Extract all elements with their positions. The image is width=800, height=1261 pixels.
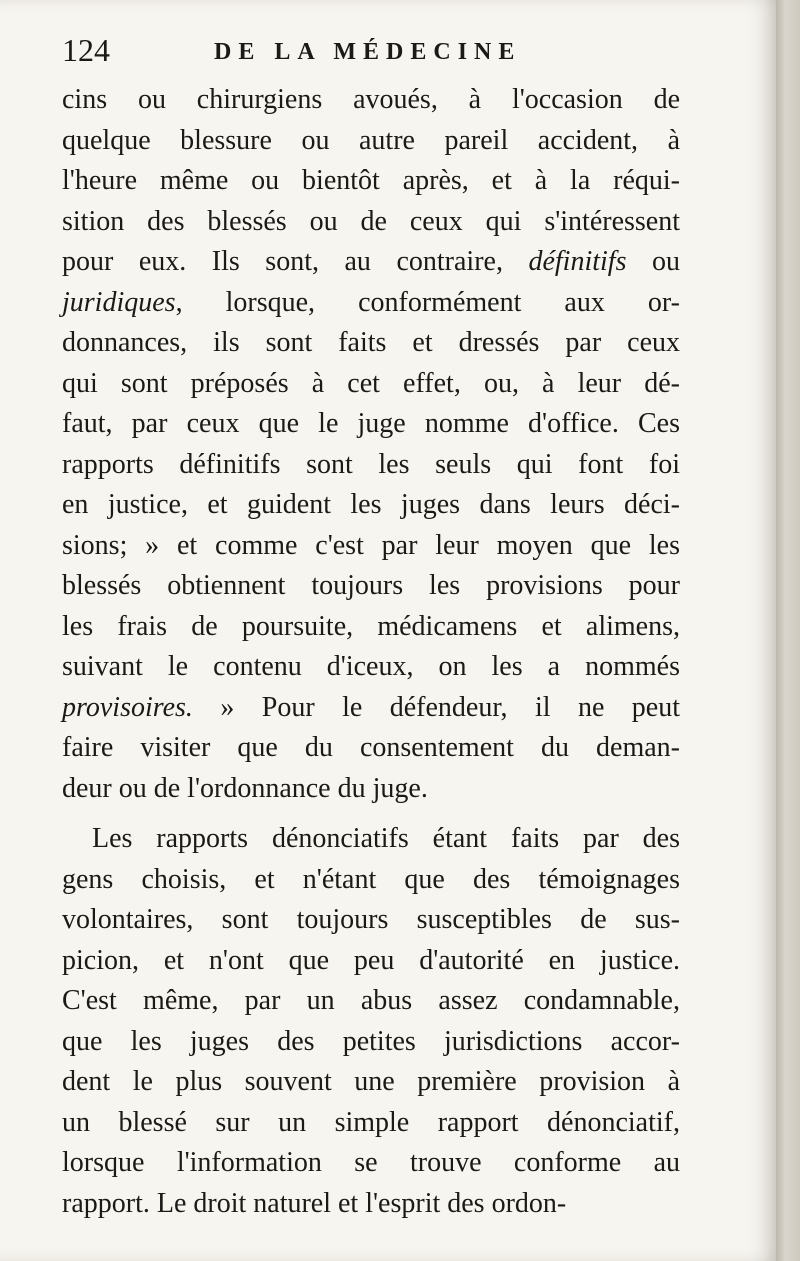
text-segment: volontaires, sont toujours susceptibles de sus- [62,904,680,935]
italic-term: définitifs [528,246,627,277]
paragraph [62,80,680,809]
text-line [62,364,680,405]
text-segment: les frais de poursuite, médicamens et alimens, [62,610,680,642]
text-line [62,607,680,648]
text-segment: deur ou de l'ordonnance du juge. [62,772,428,804]
text-line [62,981,680,1022]
italic-term: juridiques [62,286,176,318]
text-segment: » Pour le défendeur, il ne peut [192,691,680,723]
text-segment: gens choisis, et n'étant que des témoignages [62,863,680,895]
italic-term: provisoires. [62,691,193,723]
text-segment: suivant le contenu d'iceux, on les a nommés [62,651,680,682]
text-line [62,161,680,202]
text-line [62,566,680,607]
text-segment: un blessé sur un simple rapport dénonciatif, [62,1106,680,1138]
text-line [62,688,680,729]
page-number: 124 [62,32,110,68]
text-line [62,941,680,982]
text-line [62,404,680,445]
adjacent-page-edge [776,0,800,1261]
text-line [62,526,680,567]
text-segment: lorsque l'information se trouve conforme au [62,1147,680,1178]
paragraph [62,819,680,1224]
text-line [62,445,680,486]
text-segment: dent le plus souvent une première provision à [62,1066,680,1097]
text-segment: que les juges des petites jurisdictions accor- [62,1025,680,1057]
text-line [62,1062,680,1103]
text-line [62,485,680,526]
text-line [62,1103,680,1144]
text-line [62,769,680,810]
text-segment: rapports définitifs sont les seuls qui font foi [62,448,680,480]
text-segment: sition des blessés ou de ceux qui s'intéressent [62,205,680,237]
text-line [62,1022,680,1063]
text-segment: faire visiter que du consentement du deman- [62,732,680,763]
text-segment: cins ou chirurgiens avoués, à l'occasion de [62,84,680,115]
text-segment: en justice, et guident les juges dans leurs déci- [62,489,680,520]
text-line [62,283,680,324]
text-segment: pour eux. Ils sont, au contraire, [62,246,529,277]
text-segment: qui sont préposés à cet effet, ou, à leur dé- [62,367,680,399]
text-line [62,202,680,243]
text-line [62,1143,680,1184]
text-line [62,860,680,901]
text-line [62,80,680,121]
body-text [62,80,680,1224]
text-segment: sions; » et comme c'est par leur moyen que les [62,529,680,561]
text-segment: donnances, ils sont faits et dressés par ceux [62,327,680,358]
text-segment: C'est même, par un abus assez condamnable, [62,985,680,1016]
text-line [62,242,680,283]
text-segment: picion, et n'ont que peu d'autorité en justice. [62,944,680,976]
text-line [62,323,680,364]
text-line [62,900,680,941]
text-line [62,647,680,688]
text-line [62,121,680,162]
text-segment: blessés obtiennent toujours les provisions pour [62,570,680,601]
running-head: DE LA MÉDECINE [214,39,522,65]
text-line [62,728,680,769]
text-segment: faut, par ceux que le juge nomme d'office. Ces [62,408,680,439]
text-segment: quelque blessure ou autre pareil accident, à [62,124,680,156]
text-segment: rapport. Le droit naturel et l'esprit des ordon- [62,1187,567,1219]
text-line [62,819,680,860]
text-segment: ou [626,246,680,277]
text-segment: l'heure même ou bientôt après, et à la réqui- [62,165,680,196]
page-header [62,28,702,72]
text-segment: Les rapports dénonciatifs étant faits par des [92,823,680,854]
text-segment: , lorsque, conformément aux or- [175,286,680,318]
text-line [62,1184,680,1225]
